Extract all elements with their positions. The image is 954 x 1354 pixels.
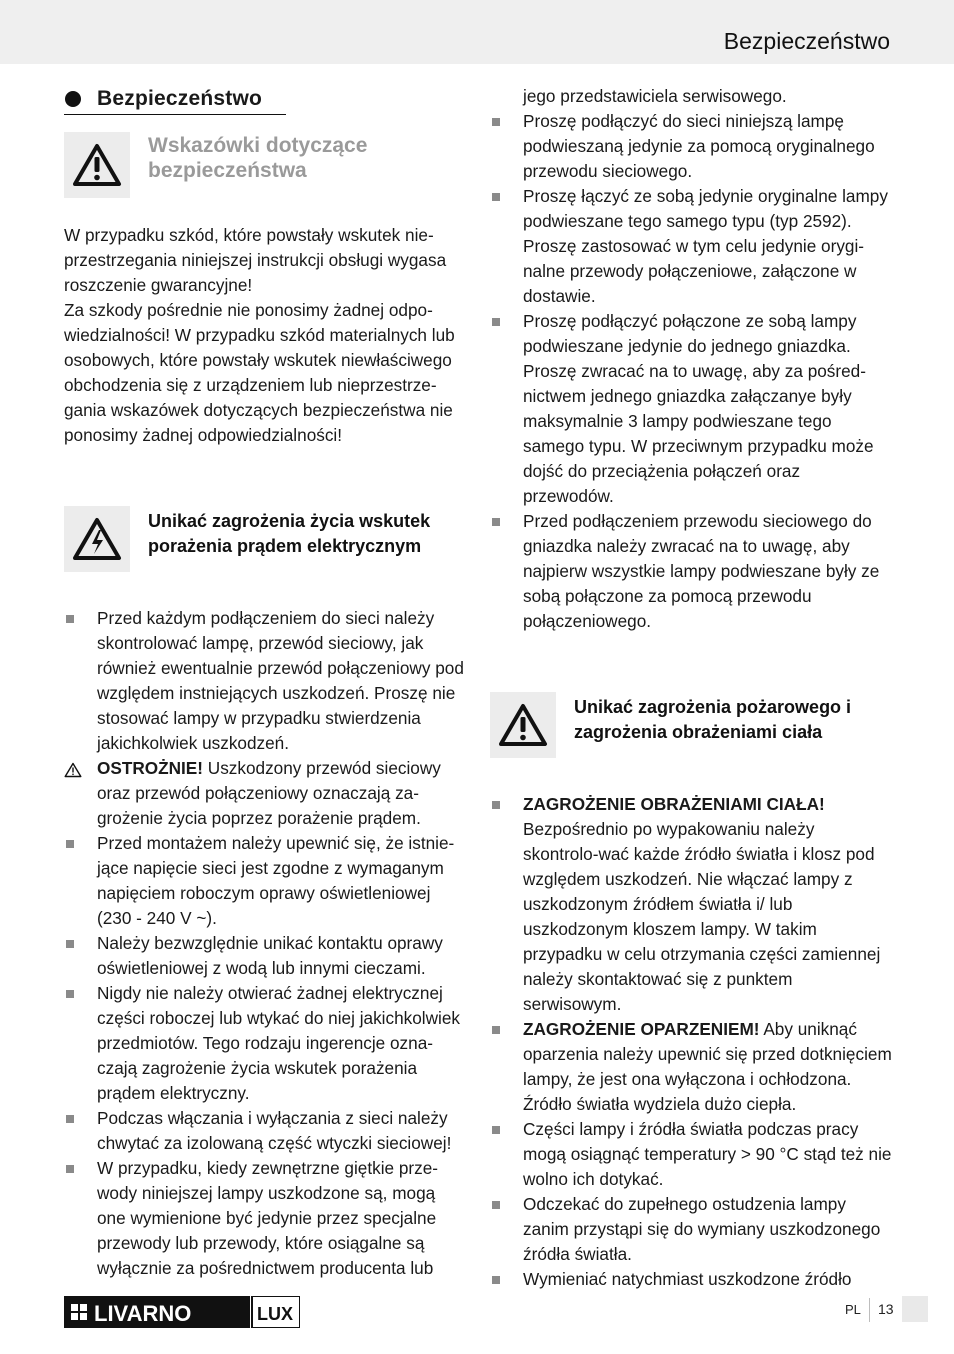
list-item: W przypadku, kiedy zewnętrzne giętkie prze-wody niniejszej lampy uszkodzone są, mogą one wymienione być jedynie przez specjalne przewody lub przewody, które osiągalne są wyłącznie za pośrednictwem producenta lub bbox=[64, 1156, 464, 1281]
list-item: Proszę podłączyć do sieci niniejszą lampę podwieszaną jedynie za pomocą oryginalnego przewodu sieciowego. bbox=[490, 109, 892, 184]
safety-notes-heading bbox=[64, 132, 464, 198]
intro-paragraph-2: Za szkody pośrednie nie ponosimy żadnej odpo-wiedzialności! W przypadku szkód materialnych lub osobowych, które powstały wskutek niewłaściwego obchodzenia się z urządzeniem lub nieprzestrze-gania wskazówek dotyczących bezpieczeństwa nie ponosimy żadnej odpowiedzialności! bbox=[64, 300, 455, 445]
fire-warning-heading bbox=[490, 692, 892, 758]
right-column bbox=[490, 84, 892, 1292]
electric-warning-heading bbox=[64, 506, 464, 572]
list-item: Przed montażem należy upewnić się, że istnie-jące napięcie sieci jest zgodne z wymaganym napięciem roboczym oprawy oświetleniowej (230 - 240 V ~). bbox=[64, 831, 464, 931]
footer-divider bbox=[869, 1298, 870, 1322]
square-bullet-icon bbox=[66, 1115, 74, 1123]
brand-sub: LUX bbox=[257, 1304, 293, 1324]
brand-name: LIVARNO bbox=[94, 1301, 192, 1326]
square-bullet-icon bbox=[492, 193, 500, 201]
fire-safety-list bbox=[490, 792, 892, 1292]
page-number: 13 bbox=[878, 1301, 894, 1317]
warning-triangle-icon bbox=[64, 132, 130, 198]
continued-safety-list bbox=[490, 84, 892, 634]
caution-triangle-icon bbox=[64, 760, 82, 785]
left-column bbox=[64, 84, 464, 1281]
electric-warning-title: Unikać zagrożenia życia wskutek porażenia prądem elektrycznym bbox=[148, 511, 431, 556]
list-item: ZAGROŻENIE OBRAŻENIAMI CIAŁA! Bezpośrednio po wypakowaniu należy skontrolo-wać każde źródło światła i klosz pod względem uszkodzeń. Nie włączać lampy z uszkodzonym źródłem światła i/ lub uszkodzonym kloszem lampy. W takim przypadku w celu otrzymania części zamiennej należy skontaktować się z punktem serwisowym. bbox=[490, 792, 892, 1017]
list-item: Podczas włączania i wyłączania z sieci należy chwytać za izolowaną część wtyczki sieciowej! bbox=[64, 1106, 464, 1156]
square-bullet-icon bbox=[492, 1201, 500, 1209]
list-item: Wymieniać natychmiast uszkodzone źródło bbox=[490, 1267, 892, 1292]
list-item-caution: OSTROŻNIE! Uszkodzony przewód sieciowy oraz przewód połączeniowy oznaczają za-grożenie życia poprzez porażenie prądem. bbox=[64, 756, 464, 831]
list-item: Nigdy nie należy otwierać żadnej elektrycznej części roboczej lub wtykać do niej jakichkolwiek przedmiotów. Tego rodzaju ingerencje ozna-czają zagrożenie życia wskutek porażenia prądem elektryczny. bbox=[64, 981, 464, 1106]
list-item: Przed podłączeniem przewodu sieciowego do gniazdka należy zwracać na to uwagę, aby najpierw wszystkie lampy podwieszane były ze sobą połączone za pomocą przewodu połączeniowego. bbox=[490, 509, 892, 634]
subsection-title: Wskazówki dotyczące bezpieczeństwa bbox=[148, 134, 368, 182]
list-item: Należy bezwzględnie unikać kontaktu oprawy oświetleniowej z wodą lub innymi cieczami. bbox=[64, 931, 464, 981]
electric-hazard-icon bbox=[64, 506, 130, 572]
fire-warning-title: Unikać zagrożenia pożarowego i zagrożenia obrażeniami ciała bbox=[574, 697, 852, 742]
list-item-continuation: jego przedstawiciela serwisowego. bbox=[523, 86, 787, 106]
footer-tab-marker bbox=[902, 1296, 928, 1322]
square-bullet-icon bbox=[492, 1276, 500, 1284]
square-bullet-icon bbox=[492, 518, 500, 526]
language-code: PL bbox=[845, 1302, 861, 1317]
square-bullet-icon bbox=[66, 615, 74, 623]
square-bullet-icon bbox=[66, 840, 74, 848]
square-bullet-icon bbox=[66, 940, 74, 948]
intro-paragraph-1: W przypadku szkód, które powstały wskutek nie-przestrzegania niniejszej instrukcji obsługi wygasa roszczenie gwarancyjne! bbox=[64, 225, 447, 295]
section-bullet-icon bbox=[65, 91, 81, 107]
list-item: Proszę łączyć ze sobą jedynie oryginalne lampy podwieszane tego samego typu (typ 2592). Proszę zastosować w tym celu jedynie orygi-nalne przewody połączeniowe, załączone w dostawie. bbox=[490, 184, 892, 309]
list-item: Odczekać do zupełnego ostudzenia lampy zanim przystąpi się do wymiany uszkodzonego źródła światła. bbox=[490, 1192, 892, 1267]
section-title: Bezpieczeństwo bbox=[97, 87, 263, 110]
page-header-title: Bezpieczeństwo bbox=[723, 28, 890, 54]
square-bullet-icon bbox=[492, 1126, 500, 1134]
warning-triangle-icon bbox=[490, 692, 556, 758]
list-item: ZAGROŻENIE OPARZENIEM! Aby uniknąć oparzenia należy upewnić się przed dotknięciem lampy, że jest ona wyłączona i ochłodzona. Źródło światła wydziela dużo ciepła. bbox=[490, 1017, 892, 1117]
section-heading bbox=[64, 84, 286, 115]
square-bullet-icon bbox=[492, 801, 500, 809]
square-bullet-icon bbox=[492, 318, 500, 326]
square-bullet-icon bbox=[492, 118, 500, 126]
square-bullet-icon bbox=[492, 1026, 500, 1034]
list-item: Proszę podłączyć połączone ze sobą lampy podwieszane jedynie do jednego gniazdka. Proszę zwracać na to uwagę, aby za pośred-nictwem jednego gniazdka załączanye były maksymalnie 3 lampy podwieszane tego samego typu. W przeciwnym przypadku może dojść do przeciążenia połączeń oraz przewodów. bbox=[490, 309, 892, 509]
electric-safety-list bbox=[64, 606, 464, 1281]
brand-logo bbox=[64, 1296, 300, 1333]
square-bullet-icon bbox=[66, 990, 74, 998]
list-item: Przed każdym podłączeniem do sieci należy skontrolować lampę, przewód sieciowy, jak również ewentualnie przewód połączeniowy pod względem instniejących uszkodzeń. Proszę nie stosować lampy w przypadku stwierdzenia jakichkolwiek uszkodzeń. bbox=[64, 606, 464, 756]
square-bullet-icon bbox=[66, 1165, 74, 1173]
list-item: Części lampy i źródła światła podczas pracy mogą osiągnąć temperatury > 90 °C stąd też nie wolno ich dotykać. bbox=[490, 1117, 892, 1192]
